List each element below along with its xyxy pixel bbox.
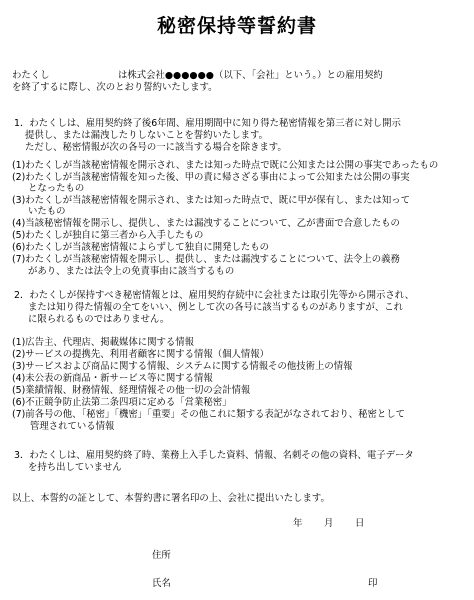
section2-item: 管理されている情報 <box>30 421 115 432</box>
section1-line: 1．わたくしは、雇用契約終了後6年間、雇用期間中に知り得た秘密情報を第三者に対し開示 <box>14 118 401 129</box>
intro-line2: を終了するに際し、次のとおり誓約いたします。 <box>12 82 218 93</box>
closing-statement: 以上、本誓約の証として、本誓約書に署名印の上、会社に提出いたします。 <box>12 493 330 504</box>
section1-item: いたもの <box>28 206 66 217</box>
section2-line: 2．わたくしが保持すべき秘密情報とは、雇用契約存続中に会社または取引先等から開示され、 <box>14 290 415 301</box>
intro-line1-right: は株式会社●●●●●●（以下、「会社」という。）との雇用契約 <box>118 70 383 81</box>
section2-item: (3)サービスおよび商品に関する情報、システムに関する情報その他技術上の情報 <box>12 361 353 372</box>
seal-label: 印 <box>368 578 378 589</box>
section2-item: (1)広告主、代理店、掲載媒体に関する情報 <box>12 337 195 348</box>
section1-item: (4)当該秘密情報を開示し、提供し、または漏洩することについて、乙が書面で合意したもの <box>12 218 400 229</box>
section1-item: があり、または法令上の免責事由に該当するもの <box>28 266 235 277</box>
section1-item: (5)わたくしが独自に第三者から入手したもの <box>12 230 204 241</box>
section1-item: (2)わたくしが当該秘密情報を知った後、甲の責に帰さざる事由によって公知または公開の事実 <box>12 172 410 183</box>
section2-item: (5)業績情報、財務情報、経理情報その他一切の会計情報 <box>12 385 251 396</box>
name-label: 氏名 <box>152 578 171 589</box>
date-year: 年 <box>293 518 303 529</box>
section1-item: (7)わたくしが当該秘密情報を開示し、提供し、または漏洩することについて、法令上の義務 <box>12 254 400 265</box>
section1-line: ただし、秘密情報が次の各号の一に該当する場合を除きます。 <box>25 142 287 153</box>
section1-line: 提供し、または漏洩したりしないことを誓約いたします。 <box>25 130 269 141</box>
date-month: 月 <box>324 518 334 529</box>
address-label: 住所 <box>152 550 171 561</box>
document-title: 秘密保持等誓約書 <box>156 15 317 37</box>
section1-item: となったもの <box>28 183 85 194</box>
section2-line: に限られるものではありません。 <box>28 314 170 325</box>
section2-item: (6)不正競争防止法第二条四項に定める「営業秘密」 <box>12 397 232 408</box>
section1-item: (6)わたくしが当該秘密情報によらずして独自に開発したもの <box>12 242 270 253</box>
section1-item: (1)わたくしが当該秘密情報を開示され、または知った時点で既に公知または公開の事実であったもの <box>12 160 439 171</box>
section2-item: (7)前各号の他、「秘密」「機密」「重要」その他これに類する表記がなされており、秘密として <box>12 409 405 420</box>
section3-line: を持ち出していません <box>28 462 122 473</box>
section2-item: (4)未公表の新商品・新サービス等に関する情報 <box>12 373 213 384</box>
intro-line1-left: わたくし <box>12 70 50 81</box>
date-day: 日 <box>355 518 365 529</box>
section2-item: (2)サービスの提携先、利用者顧客に関する情報（個人情報） <box>12 349 270 360</box>
section2-line: または知り得た情報の全てをいい、例として次の各号に該当するものがありますが、これ <box>28 302 404 313</box>
section3-line: 3．わたくしは、雇用契約終了時、業務上入手した資料、情報、名刺その他の資料、電子データ <box>14 450 414 461</box>
section1-item: (3)わたくしが当該秘密情報を開示され、または知った時点で、既に甲が保有し、または知って <box>12 195 411 206</box>
